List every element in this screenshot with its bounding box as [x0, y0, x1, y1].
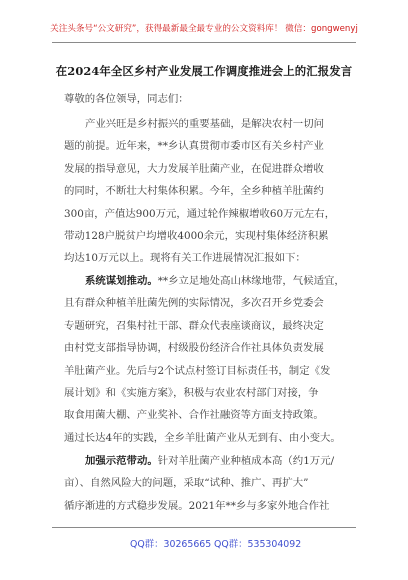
- salutation: 尊敬的各位领导，同志们：: [64, 93, 189, 105]
- footer-divider: [52, 527, 356, 528]
- footer-qq-group-2: QQ群：535304092: [214, 539, 302, 550]
- paragraph-line: 300亩，产值达900万元，通过轮作辣椒增收60万元左右，: [64, 207, 336, 220]
- paragraph-system-planning: [64, 270, 350, 449]
- paragraph-line: 带动128户脱贫户均增收4000余元，实现村集体经济积累: [64, 229, 329, 242]
- paragraph-line: 亩）、自然风险大的问题，采取“试种、推广、再扩大”: [64, 477, 309, 490]
- paragraph-line: 展计划》和《实施方案》，积极与农业农村部门对接，争: [64, 386, 319, 399]
- paragraph-line: 由村党支部指导协调，村级股份经济合作社具体负责发展: [64, 342, 324, 355]
- paragraph-demonstration: [64, 450, 350, 517]
- paragraph-line: 羊肚菌产业。先后与2个试点村签订目标责任书，制定《发: [64, 364, 331, 377]
- paragraph-line: 发展的指导意见，大力发展羊肚菌产业，在促进群众增收: [64, 162, 324, 175]
- paragraph-intro: [64, 113, 350, 270]
- paragraph-line: 专题研究，召集村社干部、群众代表座谈商议，最终决定: [64, 319, 324, 332]
- paragraph-line: 产业兴旺是乡村振兴的重要基础，是解决农村一切问: [85, 118, 324, 130]
- paragraph-line: 且有群众种植羊肚菌先例的实际情况，多次召开乡党委会: [64, 297, 324, 310]
- section-heading: 系统谋划推动。: [85, 275, 158, 287]
- paragraph-line: 循序渐进的方式稳步发展。2021年**乡与多家外地合作社: [64, 499, 330, 512]
- paragraph-line: 题的前提。近年来，**乡认真贯彻市委市区有关乡村产业: [64, 140, 324, 153]
- paragraph-line: [64, 450, 350, 472]
- banner-text: 关注头条号“公文研究”，获得最新最全最专业的公文资料库！ 微信：gongwenyj: [50, 24, 358, 34]
- paragraph-line: 的同时，不断壮大村集体积累。今年，全乡种植羊肚菌约: [64, 185, 324, 198]
- paragraph-line: 取食用菌大棚、产业奖补、合作社融资等方面支持政策。: [64, 409, 324, 422]
- document-title: 在2024年全区乡村产业发展工作调度推进会上的汇报发言: [55, 64, 353, 78]
- header-divider: [52, 42, 356, 43]
- footer-qq-group-1: QQ群：30265665: [130, 539, 212, 550]
- paragraph-line: [64, 270, 350, 292]
- paragraph-line: 均达10万元以上。现将有关工作进展情况汇报如下：: [64, 252, 306, 265]
- paragraph-line: 通过长达4年的实践，全乡羊肚菌产业从无到有、由小变大。: [64, 431, 341, 444]
- section-heading: 加强示范带动。: [85, 455, 158, 467]
- paragraph-text: 针对羊肚菌产业种植成本高（约1万元/: [157, 455, 335, 467]
- paragraph-text: **乡立足地处高山林缘地带，气候适宜，: [157, 275, 345, 287]
